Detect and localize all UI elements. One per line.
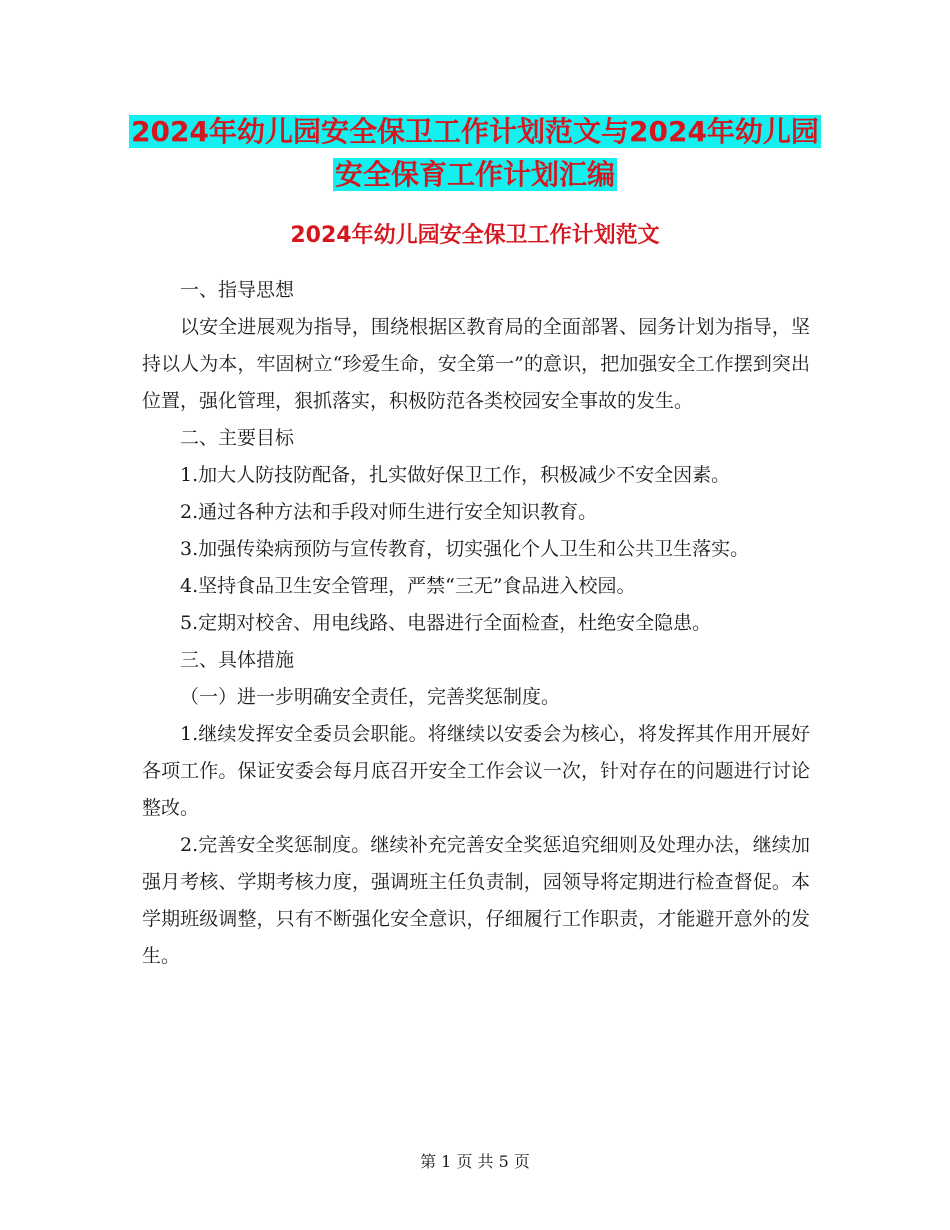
document-title-line-1 xyxy=(0,112,950,152)
document-title-line-2 xyxy=(0,155,950,195)
measure-item-2: 2.完善安全奖惩制度。继续补充完善安全奖惩追究细则及处理办法，继续加强月考核、学期考核力度，强调班主任负责制，园领导将定期进行检查督促。本学期班级调整，只有不断强化安全意识，仔细履行工作职责，才能避开意外的发生。 xyxy=(142,834,810,967)
heading-main-goals: 二、主要目标 xyxy=(180,427,295,449)
goal-item-2: 2.通过各种方法和手段对师生进行安全知识教育。 xyxy=(180,501,598,523)
title-highlight: 安全保育工作计划汇编 xyxy=(334,158,615,191)
heading-specific-measures: 三、具体措施 xyxy=(180,649,295,671)
section-title: 2024年幼儿园安全保卫工作计划范文 xyxy=(290,223,660,248)
measure-item-1: 1.继续发挥安全委员会职能。将继续以安委会为核心，将发挥其作用开展好各项工作。保证安委会每月底召开安全工作会议一次，针对存在的问题进行讨论整改。 xyxy=(142,723,810,819)
page-footer: 第 1 页 共 5 页 xyxy=(420,1152,530,1171)
goal-item-1: 1.加大人防技防配备，扎实做好保卫工作，积极减少不安全因素。 xyxy=(180,464,731,486)
subheading-responsibility: （一）进一步明确安全责任，完善奖惩制度。 xyxy=(180,686,561,708)
title-highlight: 2024年幼儿园安全保卫工作计划范文与2024年幼儿园 xyxy=(131,115,819,148)
paragraph-guiding-ideology: 以安全进展观为指导，围绕根据区教育局的全面部署、园务计划为指导，坚持以人为本，牢固树立“珍爱生命，安全第一”的意识，把加强安全工作摆到突出位置，强化管理，狠抓落实，积极防范各类校园安全事故的发生。 xyxy=(142,316,810,412)
goal-item-3: 3.加强传染病预防与宣传教育，切实强化个人卫生和公共卫生落实。 xyxy=(180,538,750,560)
goal-item-5: 5.定期对校舍、用电线路、电器进行全面检查，杜绝安全隐患。 xyxy=(180,612,712,634)
goal-item-4: 4.坚持食品卫生安全管理，严禁“三无”食品进入校园。 xyxy=(180,575,636,597)
heading-guiding-ideology: 一、指导思想 xyxy=(180,279,295,301)
document-body xyxy=(142,272,810,975)
